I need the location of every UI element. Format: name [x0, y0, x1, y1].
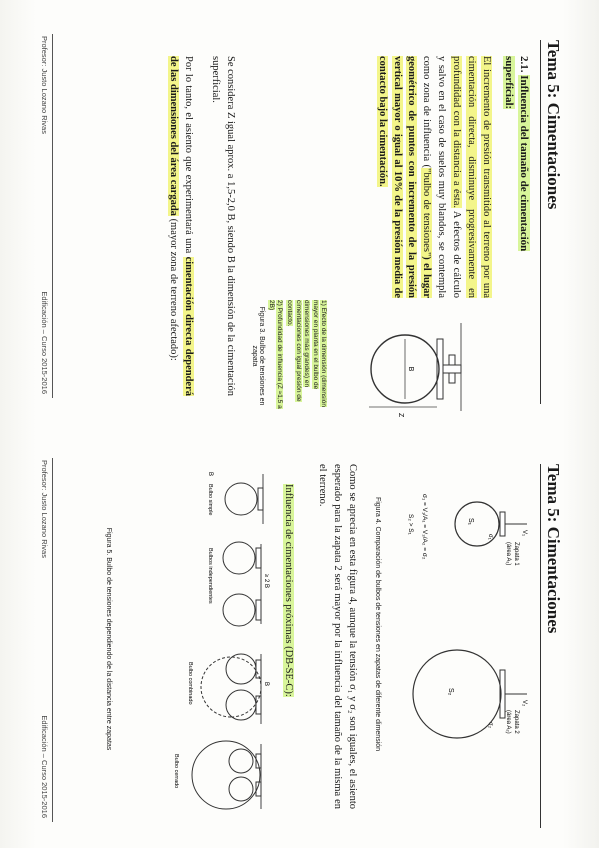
bulb-comparison-figure-4: [385, 484, 535, 764]
svg-text:(área A₁): (área A₁): [505, 542, 511, 566]
paragraph-bulbo: [374, 56, 493, 298]
figure-3-caption: Figura 3. Bulbo de tensiones en zapata: [251, 306, 265, 406]
svg-text:Bulbo cerrado: Bulbo cerrado: [173, 754, 179, 789]
svg-text:≥ 2 B: ≥ 2 B: [263, 574, 269, 588]
svg-text:Bulbo simple: Bulbo simple: [207, 484, 213, 516]
bulb-figure-3: [332, 315, 467, 420]
figure-4-caption: Figura 4. Comparación de bulbos de tensiones en zapatas de diferente dimensión: [374, 496, 381, 752]
svg-text:V₂: V₂: [521, 700, 527, 707]
svg-text:Zapata 2: Zapata 2: [513, 710, 519, 734]
figure-note-1: 1) Efecto de la dimensión (dimensión mayor en planta en el bulbo de dimensiones más grandes) en cimentaciones con igual presión de contacto.: [286, 300, 327, 407]
section-number: 2.1.: [518, 56, 530, 73]
svg-text:σ₁: σ₁: [487, 534, 493, 540]
svg-text:Zapata 1: Zapata 1: [513, 542, 519, 566]
footer-author: Profesor: Justo Lozano Rivas: [40, 36, 49, 134]
svg-text:S₁: S₁: [467, 518, 474, 526]
svg-text:σ₂: σ₂: [487, 722, 493, 729]
header-rule: [540, 40, 541, 404]
para1-highlight: El incremento de presión transmitido al terreno por una cimentación directa, disminuye progresivamente en profundidad con la distancia a ésta.: [451, 56, 492, 298]
document-page-bottom: [0, 424, 567, 848]
label-Z: Z: [397, 413, 404, 418]
figure-note-2: 2) Profundidad de influencia (Z ≈1,5 a 2B): [267, 300, 283, 409]
svg-text:(área A₂): (área A₂): [505, 710, 511, 734]
para1-text: A efectos de cálculo y salvo en el caso de suelos muy blandos, se contempla como zona de influencia (: [421, 56, 463, 298]
document-page-top: [0, 0, 567, 424]
paragraph-comparison: Como se aprecia en esta figura 4, aunque la tensión σ₁ y σ₂ son iguales, el asiento esperado para la zapata 2 será mayor por la influencia del tamaño de la misma en el terreno.: [317, 464, 358, 809]
svg-text:S₂ > S₁: S₂ > S₁: [407, 514, 414, 535]
svg-text:B: B: [263, 682, 269, 687]
footer-course-2: Edificación – Curso 2015-2016: [40, 715, 49, 818]
paragraph-z-depth: Se considera Z igual aprox. a 1,5-2,0 B, siendo B la dimensión de la cimentación superficial.: [210, 56, 236, 396]
label-B: B: [407, 366, 414, 372]
section-title: Influencia del tamaño de cimentación superficial:: [502, 56, 530, 252]
bulb-proximity-figure-5: [116, 464, 271, 814]
header-rule-2: [540, 464, 541, 828]
subheading-proximas: Influencia de cimentaciones próximas (DB-SE-C):: [283, 484, 294, 697]
svg-text:S₂: S₂: [447, 688, 454, 696]
svg-text:Bulbos independientes: Bulbos independientes: [207, 548, 213, 604]
footer-author-2: Profesor: Justo Lozano Rivas: [40, 460, 49, 558]
footer-rule-2: [52, 458, 53, 822]
page-title-2: Tema 5: Cimentaciones: [544, 464, 563, 634]
paragraph-asiento: Por lo tanto, el asiento que experimentará una cimentación directa dependerá de las dimensiones del área cargada (mayor zona de terreno afectado):: [168, 56, 194, 396]
para1-bulbo: "bulbo de tensiones": [421, 168, 433, 257]
page-title: Tema 5: Cimentaciones: [544, 40, 563, 210]
para1-end: ) el lugar geométrico de puntos con incremento de la presión vertical mayor o igual al 10% de la presión media de contacto bajo la cimentación.: [376, 56, 433, 298]
svg-text:B: B: [207, 472, 213, 477]
svg-text:σ₁ = V₁/A₁ = V₂/A₂ = σ₂: σ₁ = V₁/A₁ = V₂/A₂ = σ₂: [421, 494, 428, 560]
footer-course: Edificación – Curso 2015-2016: [40, 291, 49, 394]
figure-5-caption: Figura 5. Bulbo de tensiones dependiendo de la distancia entre zapatas: [105, 527, 112, 751]
footer-rule: [52, 34, 53, 398]
svg-text:V₁: V₁: [521, 530, 527, 537]
section-heading: [500, 56, 531, 266]
svg-text:Bulbo combinado: Bulbo combinado: [187, 662, 193, 705]
